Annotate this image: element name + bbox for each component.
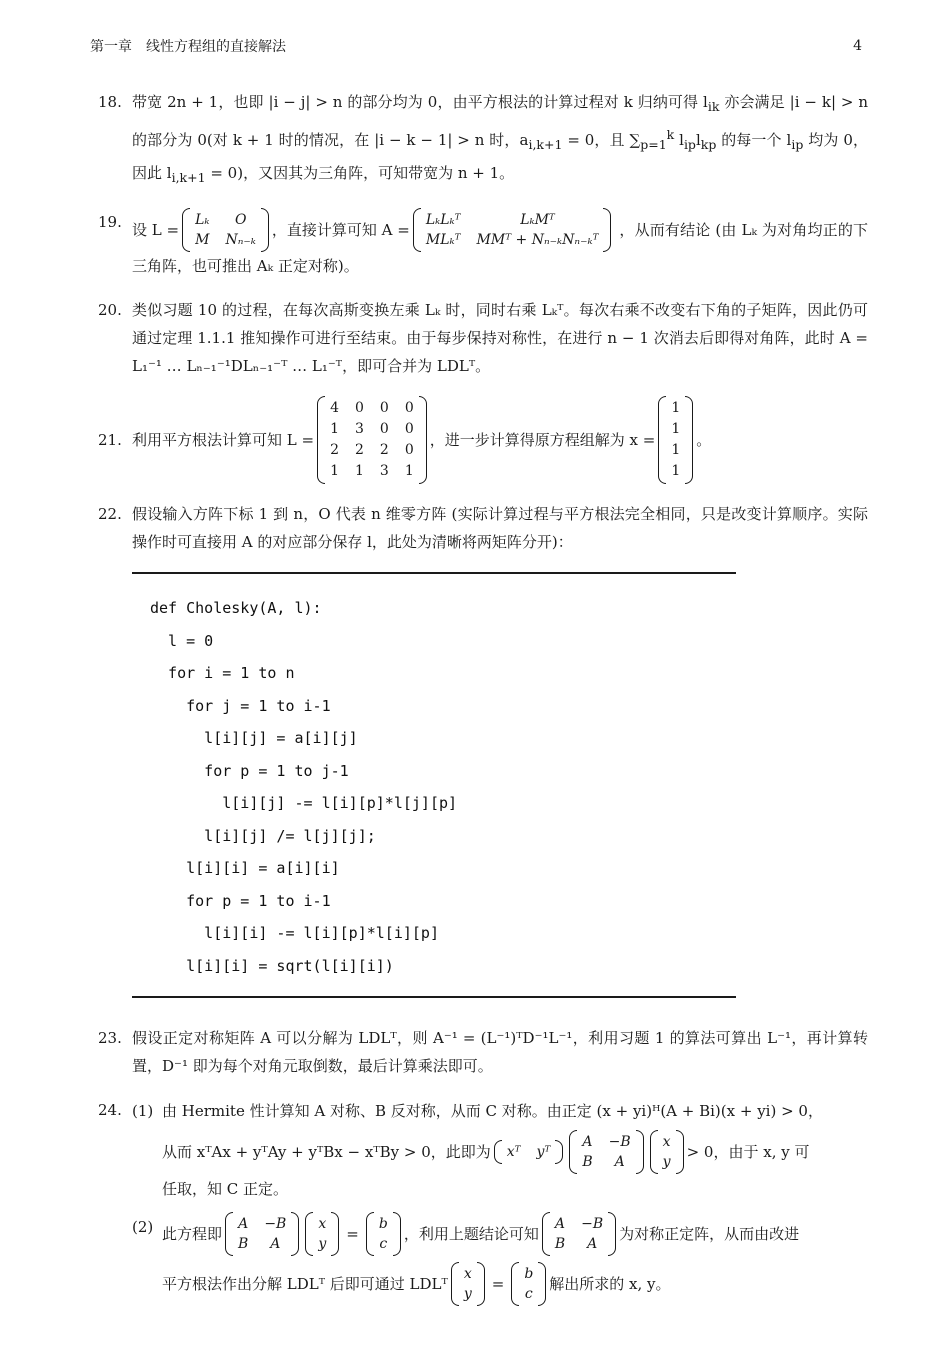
- vector-cell: b: [378, 1216, 388, 1232]
- matrix-cell: 3: [379, 463, 389, 479]
- sub-item-body: [162, 1096, 868, 1204]
- text-post: 解出所求的 x, y。: [549, 1275, 671, 1293]
- matrix-cell: A: [238, 1216, 249, 1232]
- item-number: 20.: [98, 301, 122, 319]
- matrix-cell: Lₖ: [195, 212, 210, 228]
- sub-e: kp: [700, 137, 717, 152]
- matrix-cell: −B: [608, 1134, 631, 1150]
- matrix-cell: 0: [404, 442, 414, 458]
- matrix-cell: Nₙ₋ₖ: [225, 232, 256, 248]
- item-text: [132, 396, 868, 484]
- item-19: [98, 208, 868, 280]
- item-text: 假设输入方阵下标 1 到 n，O 代表 n 维零方阵 (实际计算过程与平方根法完全相同，只是改变计算顺序。实际操作时可直接用 A 的对应部分保存 l，此处为清晰将两矩阵分开)：: [132, 505, 868, 551]
- item-22: [98, 500, 868, 556]
- page-header: [90, 36, 862, 56]
- sub-item-number: (1): [132, 1102, 154, 1120]
- text-post: ，从而有结论 (由 Lₖ 为对角均正的下三角阵，也可推出 Aₖ 正定对称)。: [132, 221, 868, 275]
- vector-cell: x: [463, 1266, 472, 1282]
- sub-item-2: [132, 1212, 868, 1306]
- vector-cell: x: [318, 1216, 327, 1232]
- vector-cell: 1: [671, 400, 681, 416]
- vector-cell: c: [524, 1286, 533, 1302]
- vector-cell: c: [379, 1236, 388, 1252]
- item-number: 18.: [98, 93, 122, 111]
- vector-cell: y: [318, 1236, 327, 1252]
- item-23: [98, 1024, 868, 1080]
- vector-cell: 1: [671, 442, 681, 458]
- vector-cell: x: [662, 1134, 671, 1150]
- text-line: 由 Hermite 性计算知 A 对称、B 反对称，从而 C 对称。由正定 (x + yi)ᴴ(A + Bi)(x + yi) > 0，: [162, 1102, 823, 1120]
- matrix-AB: [542, 1212, 616, 1256]
- vector-cell: b: [524, 1266, 534, 1282]
- cholesky-code: def Cholesky(A, l): l = 0 for i = 1 to n for j = 1 to i-1 l[i][j] = a[i][j] for p = 1 to j-1 l[i][j] -= l[i][p]*l[j][p] l[i][j] /= l[j][j]; l[i][i] = a[i][i] for p = 1 to i-1 l[i][i] -= l[i][p]*l[i][p] l[i][i] = sqrt(l[i][i]): [150, 599, 458, 975]
- sub-item-number: (2): [132, 1218, 154, 1236]
- text-b: 亦会满足 |i − k| > n 的部分为 0(对 k + 1 时的情况，在 |i − k − 1| > n 时，a: [132, 93, 868, 149]
- matrix-cell: 3: [355, 421, 364, 437]
- matrix-cell: 1: [355, 463, 364, 479]
- item-21: [98, 396, 868, 484]
- vector-xy: [305, 1212, 339, 1256]
- sub-item-body: [162, 1212, 868, 1306]
- vector-cell: 1: [671, 463, 681, 479]
- item-18: [98, 88, 868, 192]
- code-block: [132, 572, 736, 998]
- vector-xy: [451, 1262, 485, 1306]
- vector-cell: yᵀ: [536, 1144, 551, 1160]
- matrix-cell: B: [582, 1154, 593, 1170]
- matrix-cell: 2: [355, 442, 364, 458]
- matrix-AB: [569, 1130, 643, 1174]
- bottom-rule: [132, 996, 736, 998]
- matrix-cell: B: [238, 1236, 249, 1252]
- matrix-cell: MLₖᵀ: [425, 232, 461, 248]
- text-pre: 平方根法作出分解 LDLᵀ 后即可通过 LDLᵀ: [162, 1275, 448, 1293]
- sub-d: ip: [683, 137, 696, 152]
- matrix-L: [182, 208, 269, 252]
- vector-bc: [511, 1262, 546, 1306]
- text-post: 为对称正定阵，从而由改进: [619, 1225, 800, 1243]
- text-pre: 设 L =: [132, 221, 180, 239]
- equals-sign: =: [346, 1225, 359, 1243]
- item-number: 22.: [98, 505, 122, 523]
- sub-a: ik: [707, 99, 720, 114]
- item-text: [132, 88, 868, 192]
- vector-cell: xᵀ: [506, 1144, 521, 1160]
- matrix-cell: 0: [355, 400, 364, 416]
- item-number: 24.: [98, 1101, 122, 1119]
- matrix-cell: −B: [264, 1216, 287, 1232]
- vector-cell: y: [662, 1154, 671, 1170]
- matrix-AB: [225, 1212, 299, 1256]
- text-e: l: [695, 131, 701, 149]
- matrix-cell: A: [587, 1236, 598, 1252]
- text-c: = 0，且 ∑: [562, 131, 641, 149]
- item-text: [132, 1096, 868, 1314]
- row-vector: [494, 1140, 564, 1164]
- item-number: 19.: [98, 213, 122, 231]
- text-g: 均为 0，因此 l: [132, 131, 868, 182]
- item-text: [132, 208, 868, 280]
- text-mid: ，利用上题结论可知: [403, 1225, 539, 1243]
- text-h: = 0)，又因其为三角阵，可知带宽为 n + 1。: [205, 164, 515, 182]
- item-20: [98, 296, 868, 380]
- matrix-cell: 0: [404, 421, 414, 437]
- matrix-cell: A: [582, 1134, 593, 1150]
- vector-cell: y: [463, 1286, 472, 1302]
- page-number: 4: [853, 38, 862, 54]
- item-text: 类似习题 10 的过程，在每次高斯变换左乘 Lₖ 时，同时右乘 Lₖᵀ。每次右乘不改变右下角的子矩阵，因此仍可通过定理 1.1.1 推知操作可进行至结束。由于每步保持对称性，在进行 n − 1 次消去后即得对角阵，此时 A = L₁⁻¹ … Lₙ₋₁⁻¹DLₙ₋₁⁻ᵀ … L₁⁻ᵀ，即可合并为 LDLᵀ。: [132, 301, 868, 375]
- text-post: 。: [696, 431, 712, 449]
- matrix-L-numeric: [317, 396, 427, 484]
- text-pre: 此方程即: [162, 1225, 223, 1243]
- matrix-cell: M: [195, 232, 210, 248]
- vector-xy: [650, 1130, 684, 1174]
- text-post: > 0，由于 x, y 可: [686, 1143, 810, 1161]
- text-line: 任取，知 C 正定。: [162, 1180, 289, 1198]
- matrix-cell: LₖLₖᵀ: [425, 212, 461, 228]
- matrix-A: [413, 208, 612, 252]
- matrix-cell: A: [554, 1216, 566, 1232]
- text-f: 的每一个 l: [716, 131, 792, 149]
- item-number: 23.: [98, 1029, 122, 1047]
- matrix-cell: B: [554, 1236, 566, 1252]
- text-mid: ，进一步计算得原方程组解为 x =: [429, 431, 656, 449]
- vector-bc: [366, 1212, 401, 1256]
- text-pre: 利用平方根法计算可知 L =: [132, 431, 315, 449]
- matrix-cell: 1: [330, 463, 339, 479]
- exercise-solutions: [98, 88, 868, 1330]
- sub-g: i,k+1: [171, 170, 206, 185]
- matrix-cell: 0: [379, 421, 389, 437]
- sub-f: ip: [791, 137, 804, 152]
- equals-sign: =: [491, 1275, 505, 1293]
- item-number: 21.: [98, 431, 122, 449]
- matrix-cell: 2: [330, 442, 339, 458]
- matrix-cell: −B: [581, 1216, 604, 1232]
- item-24: [98, 1096, 868, 1314]
- matrix-cell: 4: [330, 400, 339, 416]
- matrix-cell: A: [270, 1236, 281, 1252]
- text-d: l: [674, 131, 684, 149]
- matrix-cell: LₖMᵀ: [520, 212, 555, 228]
- matrix-cell: 2: [379, 442, 389, 458]
- matrix-cell: 1: [404, 463, 414, 479]
- item-text: 假设正定对称矩阵 A 可以分解为 LDLᵀ，则 A⁻¹ = (L⁻¹)ᵀD⁻¹L⁻¹，利用习题 1 的算法可算出 L⁻¹，再计算转置，D⁻¹ 即为每个对角元取倒数，最后计算乘法即可。: [132, 1029, 868, 1075]
- chapter-title: 第一章 线性方程组的直接解法: [90, 39, 286, 55]
- text-mid: ，直接计算可知 A =: [271, 221, 410, 239]
- sub-b: i,k+1: [528, 137, 563, 152]
- text-pre: 从而 xᵀAx + yᵀAy + yᵀBx − xᵀBy > 0，此即为: [162, 1143, 491, 1161]
- matrix-cell: MMᵀ + Nₙ₋ₖNₙ₋ₖᵀ: [476, 232, 599, 248]
- vector-cell: 1: [671, 421, 681, 437]
- sub-c: p=1: [640, 137, 667, 152]
- vector-x: [658, 396, 693, 484]
- text-a: 带宽 2n + 1，也即 |i − j| > n 的部分均为 0，由平方根法的计算过程对 k 归纳可得 l: [132, 93, 708, 111]
- matrix-cell: A: [614, 1154, 625, 1170]
- matrix-cell: O: [234, 212, 247, 228]
- sup-c: k: [666, 127, 675, 142]
- matrix-cell: 0: [379, 400, 389, 416]
- matrix-cell: 1: [330, 421, 339, 437]
- matrix-cell: 0: [404, 400, 414, 416]
- sub-item-1: [132, 1096, 868, 1204]
